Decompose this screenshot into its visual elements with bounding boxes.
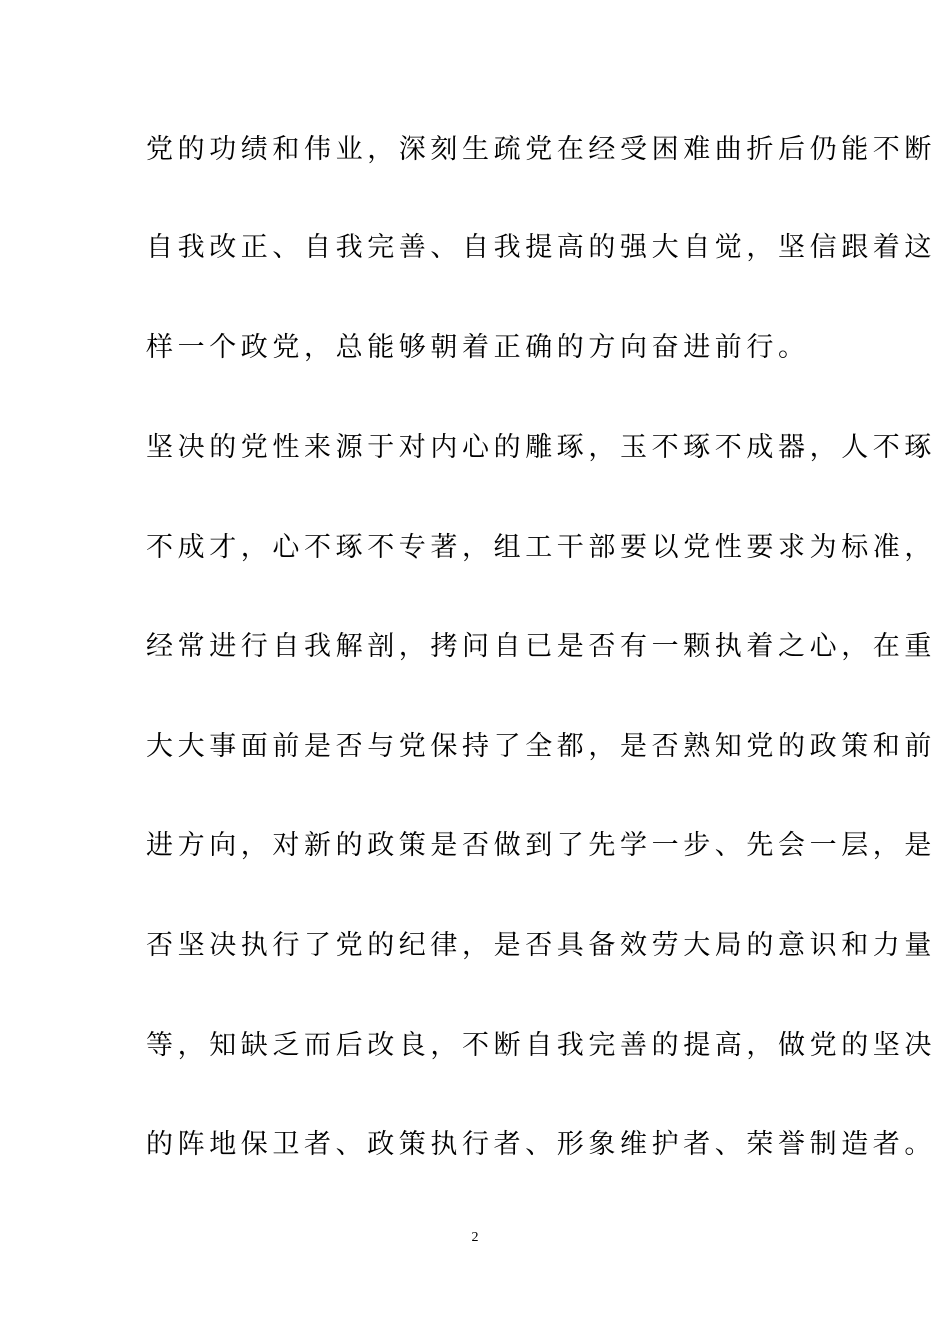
text-line: 否坚决执行了党的纪律，是否具备效劳大局的意识和力量 — [146, 930, 936, 961]
page-number: 2 — [471, 1230, 479, 1245]
text-line: 不成才，心不琢不专著，组工干部要以党性要求为标准， — [146, 532, 936, 563]
text-line: 进方向，对新的政策是否做到了先学一步、先会一层，是 — [146, 830, 936, 861]
text-line: 的阵地保卫者、政策执行者、形象维护者、荣誉制造者。 — [146, 1129, 936, 1160]
text-line: 等，知缺乏而后改良，不断自我完善的提高，做党的坚决 — [146, 1030, 936, 1061]
text-line: 样一个政党，总能够朝着正确的方向奋进前行。 — [146, 332, 810, 363]
text-line: 经常进行自我解剖，拷问自已是否有一颗执着之心，在重 — [146, 631, 936, 662]
text-line: 坚决的党性来源于对内心的雕琢，玉不琢不成器，人不琢 — [146, 432, 936, 463]
text-line: 党的功绩和伟业，深刻生疏党在经受困难曲折后仍能不断 — [146, 134, 936, 165]
text-line: 自我改正、自我完善、自我提高的强大自觉，坚信跟着这 — [146, 232, 936, 263]
text-line: 大大事面前是否与党保持了全都，是否熟知党的政策和前 — [146, 731, 936, 762]
